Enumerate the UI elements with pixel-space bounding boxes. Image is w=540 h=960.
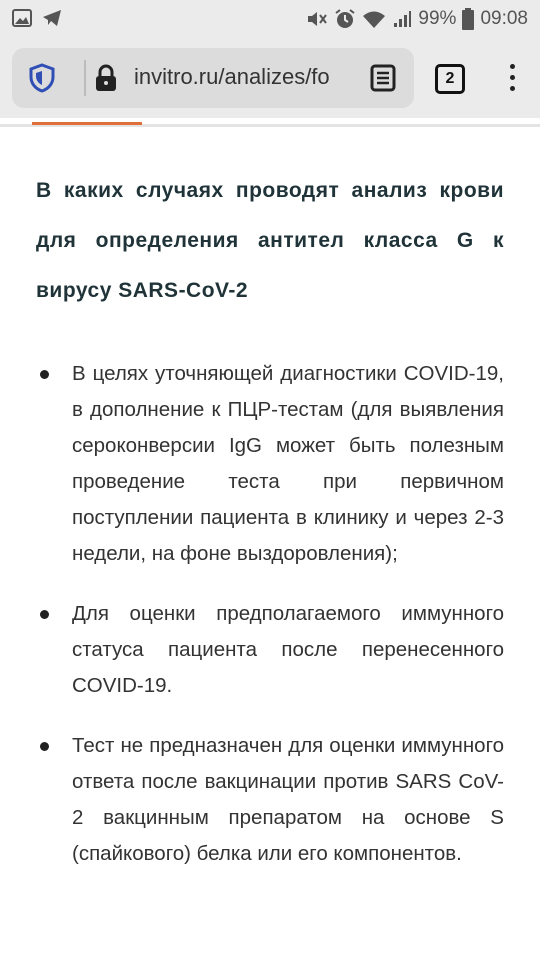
signal-icon	[392, 9, 412, 29]
browser-toolbar	[0, 38, 540, 118]
tab-switcher-button[interactable]: 2	[435, 64, 465, 94]
list-item	[36, 596, 504, 704]
address-bar-divider	[84, 60, 86, 96]
active-tab-indicator	[32, 122, 142, 125]
telegram-icon	[42, 9, 62, 27]
bullet	[40, 610, 49, 619]
mute-icon	[306, 9, 328, 29]
alarm-icon	[334, 8, 356, 30]
image-icon	[12, 9, 32, 27]
url-text[interactable]: invitro.ru/analizes/fo	[134, 64, 330, 89]
bullet	[40, 742, 49, 751]
list-item	[36, 356, 504, 572]
bullet	[40, 370, 49, 379]
battery-icon	[462, 8, 474, 30]
shield-icon[interactable]	[28, 63, 56, 98]
reader-mode-icon[interactable]	[370, 64, 396, 97]
status-bar	[0, 0, 540, 38]
lock-icon[interactable]	[94, 64, 118, 97]
list-item-text: В целях уточняющей диагностики COVID-19, в дополнение к ПЦР-тестам (для выявления сероконверсии IgG может быть полезным проведение теста при первичном поступлении пациента в клинику и через 2-3 недели, на фоне выздоровления);	[72, 362, 504, 565]
indications-list	[36, 356, 504, 896]
battery-percent: 99%	[418, 8, 457, 29]
overflow-menu-icon[interactable]	[506, 64, 518, 94]
list-item-text: Тест не предназначен для оценки иммунного ответа после вакцинации против SARS CoV-2 вакцинным препаратом на основе S (спайкового) белка или его компонентов.	[72, 734, 504, 865]
list-item-text: Для оценки предполагаемого иммунного статуса пациента после перенесенного COVID-19.	[72, 602, 504, 697]
page-content	[0, 118, 540, 960]
wifi-icon	[362, 9, 386, 29]
clock: 09:08	[480, 8, 528, 29]
section-heading: В каких случаях проводят анализ крови для определения антител класса G к вирусу SARS-CoV-2	[36, 179, 504, 302]
list-item	[36, 728, 504, 872]
address-bar[interactable]	[12, 48, 414, 108]
